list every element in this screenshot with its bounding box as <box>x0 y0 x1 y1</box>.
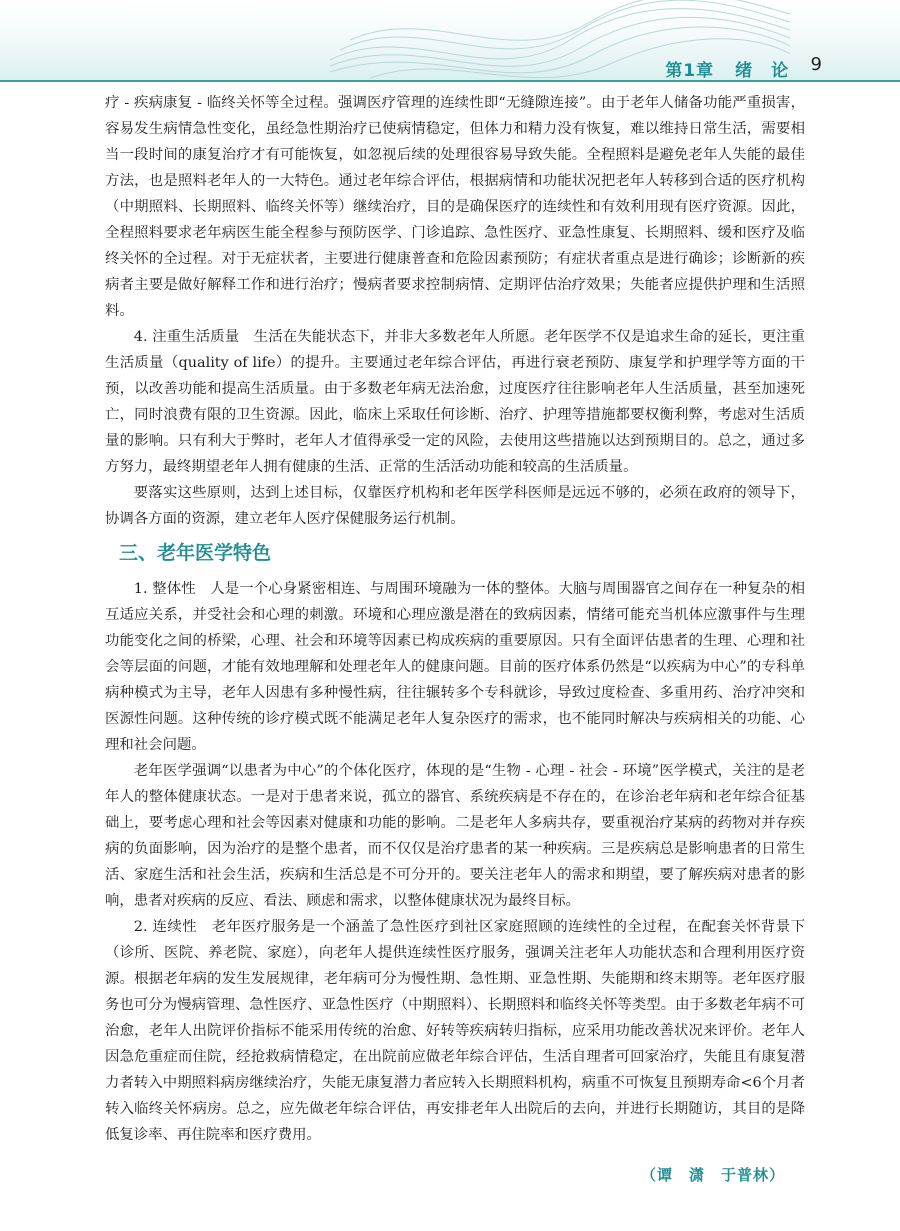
chapter-title: 绪 论 <box>735 61 790 80</box>
author-byline: （谭 潇 于普林） <box>640 1166 785 1184</box>
paragraph-continuation: 疗 - 疾病康复 - 临终关怀等全过程。强调医疗管理的连续性即“无缝隙连接”。由于老年人储备功能严重损害，容易发生病情急性变化，虽经急性期治疗已使病情稳定，但体力和精力没有恢复，难以维持日常生活，需要相当一段时间的康复治疗才有可能恢复，如忽视后续的处理很容易导致失能。全程照料是避免老年人失能的最佳方法，也是照料老年人的一大特色。通过老年综合评估，根据病情和功能状况把老年人转移到合适的医疗机构（中期照料、长期照料、临终关怀等）继续治疗，目的是确保医疗的连续性和有效利用现有医疗资源。因此，全程照料要求老年病医生能全程参与预防医学、门诊追踪、急性医疗、亚急性康复、长期照料、缓和医疗及临终关怀的全过程。对于无症状者，主要进行健康普查和危险因素预防；有症状者重点是进行确诊；诊断新的疾病者主要是做好解释工作和进行治疗；慢病者要求控制病情、定期评估治疗效果；失能者应提供护理和生活照料。 <box>105 95 805 319</box>
page-number: 9 <box>810 54 822 75</box>
paragraph-holistic: 1. 整体性 人是一个心身紧密相连、与周围环境融为一体的整体。大脑与周围器官之间存在一种复杂的相互适应关系，并受社会和心理的刺激。环境和心理应激是潜在的致病因素，情绪可能充当机体应激事件与生理功能变化之间的桥梁，心理、社会和环境等因素已构成疾病的重要原因。只有全面评估患者的生理、心理和社会等层面的问题，才能有效地理解和处理老年人的健康问题。目前的医疗体系仍然是“以疾病为中心”的专科单病种模式为主导，老年人因患有多种慢性病，往往辗转多个专科就诊，导致过度检查、多重用药、治疗冲突和医源性问题。这种传统的诊疗模式既不能满足老年人复杂医疗的需求，也不能同时解决与疾病相关的功能、心理和社会问题。 <box>105 581 805 753</box>
chapter-heading <box>665 56 820 80</box>
section-heading: 三、老年医学特色 <box>119 542 272 564</box>
main-content <box>105 90 805 1148</box>
chapter-label: 第1章 <box>665 61 715 80</box>
paragraph-implementation: 要落实这些原则，达到上述目标，仅靠医疗机构和老年医学科医师是远远不够的，必须在政府的领导下，协调各方面的资源，建立老年人医疗保健服务运行机制。 <box>105 485 805 527</box>
header-divider <box>0 80 900 82</box>
page-header-band <box>0 0 900 80</box>
paragraph-patient-centered: 老年医学强调“以患者为中心”的个体化医疗，体现的是“生物 - 心理 - 社会 - 环境”医学模式，关注的是老年人的整体健康状态。一是对于患者来说，孤立的器官、系统疾病是不存在的，在诊治老年病和老年综合征基础上，要考虑心理和社会等因素对健康和功能的影响。二是老年人多病共存，要重视治疗某病的药物对并存疾病的负面影响，因为治疗的是整个患者，而不仅仅是治疗患者的某一种疾病。三是疾病总是影响患者的日常生活、家庭生活和社会生活，疾病和生活总是不可分开的。要关注老年人的需求和期望，要了解疾病对患者的影响，患者对疾病的反应、看法、顾虑和需求，以整体健康状况为最终目标。 <box>105 763 805 909</box>
paragraph-quality-of-life: 4. 注重生活质量 生活在失能状态下，并非大多数老年人所愿。老年医学不仅是追求生命的延长，更注重生活质量（quality of life）的提升。主要通过老年综合评估，再进行衰老预防、康复学和护理学等方面的干预，以改善功能和提高生活质量。由于多数老年病无法治愈，过度医疗往往影响老年人生活质量，甚至加速死亡，同时浪费有限的卫生资源。因此，临床上采取任何诊断、治疗、护理等措施都要权衡利弊，考虑对生活质量的影响。只有利大于弊时，老年人才值得承受一定的风险，去使用这些措施以达到预期目的。总之，通过多方努力，最终期望老年人拥有健康的生活、正常的生活活动功能和较高的生活质量。 <box>105 329 805 475</box>
paragraph-continuity: 2. 连续性 老年医疗服务是一个涵盖了急性医疗到社区家庭照顾的连续性的全过程，在配套关怀背景下（诊所、医院、养老院、家庭），向老年人提供连续性医疗服务，强调关注老年人功能状态和合理利用医疗资源。根据老年病的发生发展规律，老年病可分为慢性期、急性期、亚急性期、失能期和终末期等。老年医疗服务也可分为慢病管理、急性医疗、亚急性医疗（中期照料）、长期照料和临终关怀等类型。由于多数老年病不可治愈，老年人出院评价指标不能采用传统的治愈、好转等疾病转归指标，应采用功能改善状况来评价。老年人因急危重症而住院，经抢救病情稳定，在出院前应做老年综合评估，生活自理者可回家治疗，失能且有康复潜力者转入中期照料病房继续治疗，失能无康复潜力者应转入长期照料机构，病重不可恢复且预期寿命<6个月者转入临终关怀病房。总之，应先做老年综合评估，再安排老年人出院后的去向，并进行长期随访，其目的是降低复诊率、再住院率和医疗费用。 <box>105 919 805 1143</box>
